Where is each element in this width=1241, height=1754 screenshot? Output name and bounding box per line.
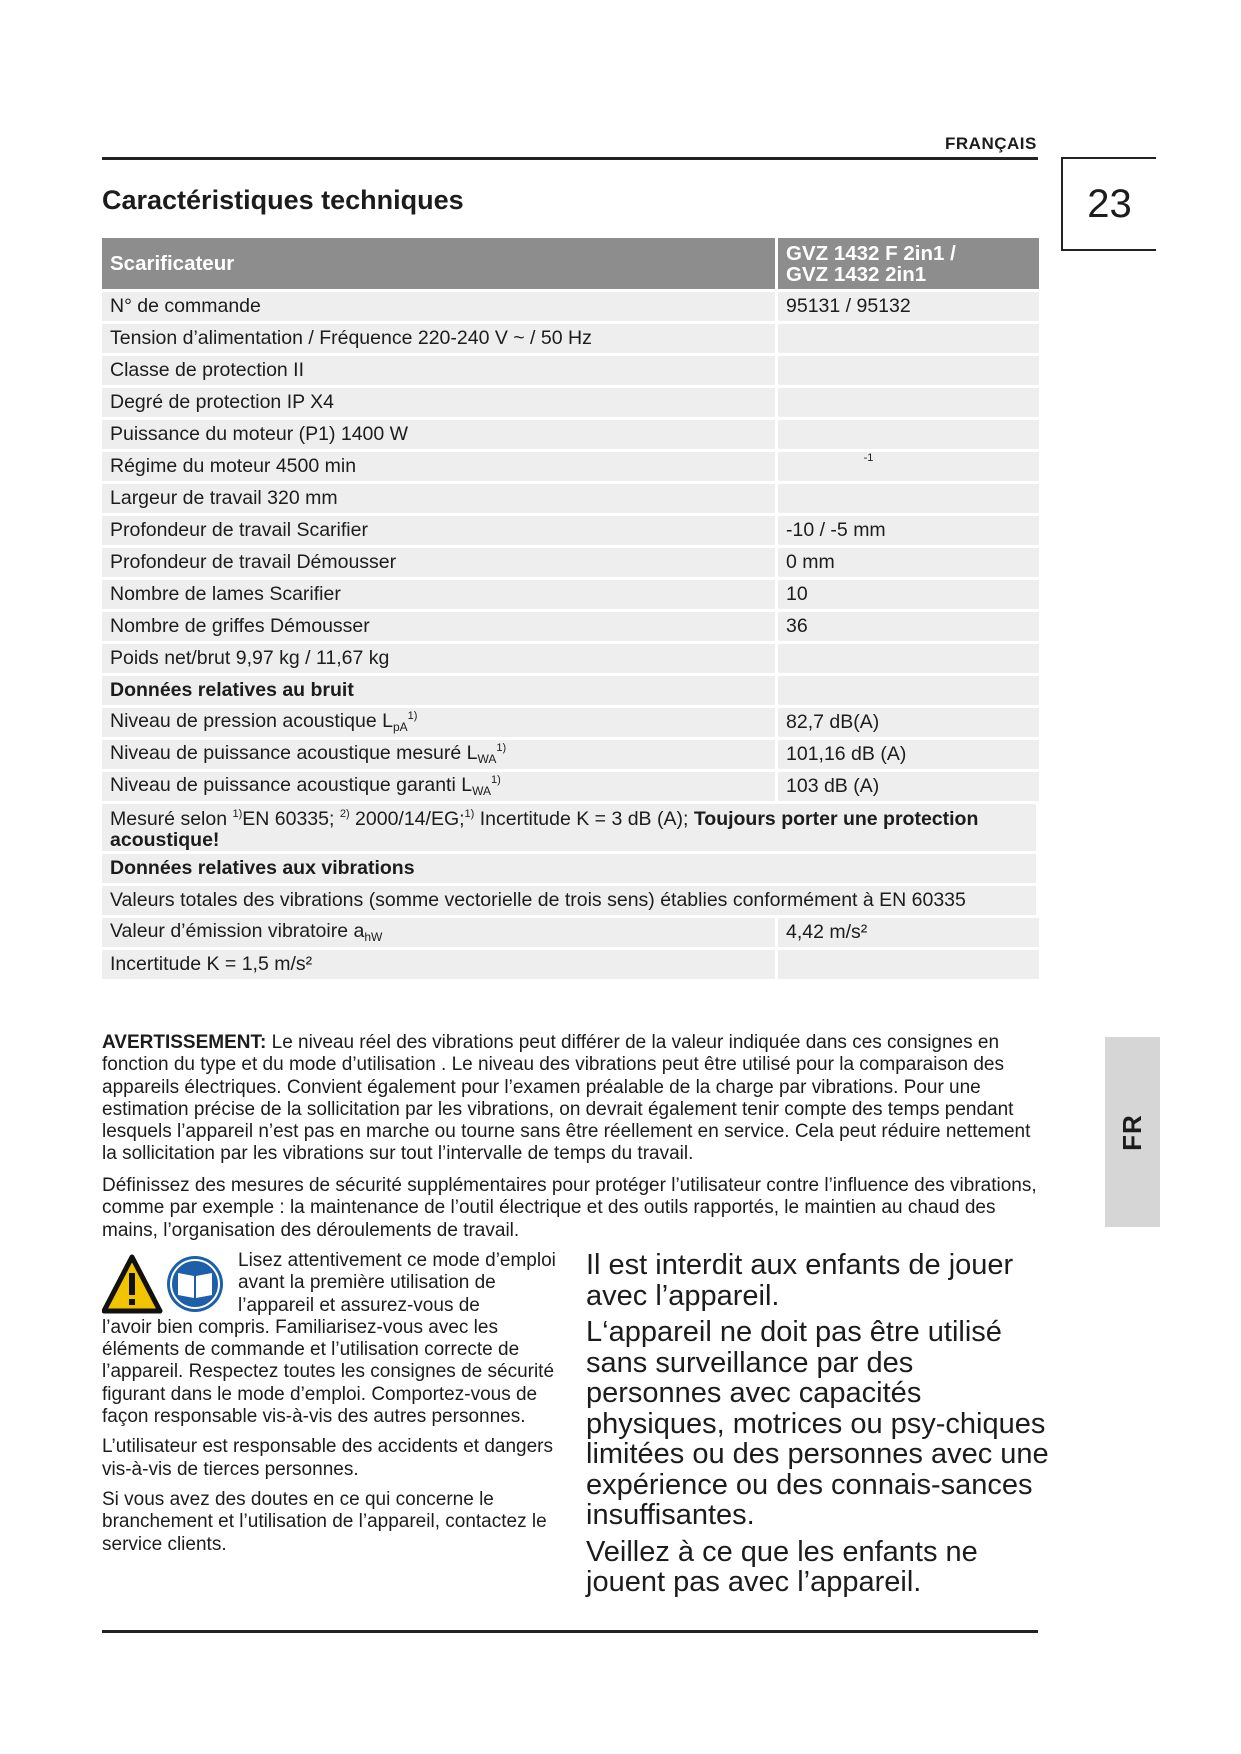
spec-label: Niveau de pression acoustique $L_{pA}^{1)}$ [102, 708, 778, 737]
children-warning-3: Veillez à ce que les enfants ne jouent pas avec l’appareil. [586, 1535, 978, 1598]
header-product-type: Scarificateur [102, 238, 778, 289]
spec-value: -10 / -5 mm [778, 516, 1039, 545]
table-row [102, 548, 1039, 577]
vibration-section-title: Données relatives aux vibrations [102, 854, 1039, 883]
read-manual-intro: Lisez attentivement ce mode d’emploi avant la première utilisation de l’appareil et assurez-vous de [238, 1250, 556, 1316]
read-manual-paragraph-2: L’utilisateur est responsable des accidents et dangers vis-à-vis de tierces personnes. [102, 1436, 553, 1480]
page-number: 23 [1061, 157, 1156, 251]
spec-value: 4,42 m/s² [778, 918, 1039, 947]
table-row [102, 484, 1039, 513]
warning-label: AVERTISSEMENT: [102, 1032, 267, 1053]
table-row [102, 356, 1039, 385]
noise-section-title: Données relatives au bruit [102, 676, 778, 705]
spec-value [778, 324, 1039, 353]
header-model-line-1: GVZ 1432 F 2in1 / [786, 241, 956, 265]
spec-label: Niveau de puissance acoustique mesuré $L_{WA}^{1)}$ [102, 740, 778, 769]
header-models [778, 238, 1039, 289]
vibration-note: Valeurs totales des vibrations (somme vectorielle de trois sens) établies conformément à EN 60335 [102, 886, 1039, 915]
spec-label: N° de commande [102, 292, 778, 321]
spec-value: 95131 / 95132 [778, 292, 1039, 321]
children-warning-1: Il est interdit aux enfants de jouer avec l’appareil. [586, 1249, 1014, 1312]
language-side-tab [1105, 1037, 1160, 1227]
spec-value [778, 484, 1039, 513]
table-row [102, 886, 1039, 915]
spec-value: 0 mm [778, 548, 1039, 577]
noise-section-row [102, 676, 1039, 705]
spec-value [778, 452, 1039, 481]
spec-value: 101,16 dB (A) [778, 740, 1039, 769]
spec-value [778, 644, 1039, 673]
spec-label: Largeur de travail 320 mm [102, 484, 778, 513]
spec-value [778, 388, 1039, 417]
section-title: Caractéristiques techniques [102, 185, 464, 215]
spec-label: Incertitude K = 1,5 m/s² [102, 950, 778, 979]
table-row [102, 644, 1039, 673]
table-row [102, 324, 1039, 353]
spec-value: 82,7 dB(A) [778, 708, 1039, 737]
language-label: FRANÇAIS [945, 134, 1037, 153]
spec-label: Poids net/brut 9,97 kg / 11,67 kg [102, 644, 778, 673]
vibration-section-row [102, 854, 1039, 883]
spec-label: Nombre de griffes Démousser [102, 612, 778, 641]
spec-label: Degré de protection IP X4 [102, 388, 778, 417]
spec-label: Profondeur de travail Scarifier [102, 516, 778, 545]
table-header [102, 238, 1039, 289]
spec-label: Puissance du moteur (P1) 1400 W [102, 420, 778, 449]
spec-label: Régime du moteur 4500 min [102, 452, 778, 481]
read-manual-continued: l’avoir bien compris. Familiarisez-vous avec les éléments de commande et l’utilisation correcte de l’appareil. Respectez toutes les consignes de sécurité figurant dans le mode d’emploi. Comportez-vous de façon responsable vis-à-vis des autres personnes. [102, 1316, 555, 1428]
spec-label: Classe de protection II [102, 356, 778, 385]
read-manual-section [102, 1250, 562, 1564]
table-row [102, 292, 1039, 321]
spec-value [778, 950, 1039, 979]
top-rule [102, 157, 1038, 160]
safety-measures-paragraph: Définissez des mesures de sécurité supplémentaires pour protéger l’utilisateur contre l’influence des vibrations, comme par exemple : la maintenance de l’outil électrique et des outils rapportés, le maintien au chaud des mains, l’organisation des déroulements de travail. [102, 1175, 1037, 1241]
spec-value [778, 356, 1039, 385]
table-row [102, 516, 1039, 545]
spec-value [778, 676, 1039, 705]
rpm-exponent: -1 [863, 451, 874, 464]
read-manual-paragraph-3: Si vous avez des doutes en ce qui concerne le branchement et l’utilisation de l’appareil, contactez le service clients. [102, 1488, 547, 1555]
table-row [102, 420, 1039, 449]
table-row [102, 772, 1039, 801]
table-row [102, 388, 1039, 417]
table-row [102, 740, 1039, 769]
spec-label: Nombre de lames Scarifier [102, 580, 778, 609]
spec-label: Niveau de puissance acoustique garanti $L_{WA}^{1)}$ [102, 772, 778, 801]
spec-table [102, 235, 1039, 982]
read-manual-paragraph-1 [102, 1250, 562, 1428]
spec-value: 36 [778, 612, 1039, 641]
language-side-tab-label: FR [1116, 1113, 1147, 1151]
table-row [102, 918, 1039, 947]
spec-label: Valeur d’émission vibratoire $a_{hW}$ [102, 918, 778, 947]
children-warning [586, 1250, 1056, 1604]
spec-value: 103 dB (A) [778, 772, 1039, 801]
measured-note: Mesuré selon $^{1)}$EN 60335; $^{2)}$ 2000/14/EG;$^{1)}$ Incertitude K = 3 dB (A); Toujours porter une protection acoustique! [102, 804, 1039, 851]
table-row [102, 580, 1039, 609]
header-model-line-2: GVZ 1432 2in1 [786, 262, 927, 286]
table-row [102, 612, 1039, 641]
bottom-rule [102, 1630, 1038, 1633]
measured-note-row [102, 804, 1039, 851]
table-row [102, 950, 1039, 979]
table-row [102, 452, 1039, 481]
table-row [102, 708, 1039, 737]
warning-text: Le niveau réel des vibrations peut différer de la valeur indiquée dans ces consignes en fonction du type et du mode d’utilisation . Le niveau des vibrations peut être utilisé pour la comparaison des appareils électriques. Convient également pour l’examen préalable de la charge par vibrations. Pour une estimation précise de la sollicitation par les vibrations, on devrait également tenir compte des temps pendant lesquels l’appareil n’est pas en marche ou tourne sans être réellement en service. Cela peut réduire nettement la sollicitation par les vibrations sur tout l’intervalle de temps du travail. [102, 1032, 1031, 1165]
spec-label: Profondeur de travail Démousser [102, 548, 778, 577]
spec-value [778, 420, 1039, 449]
spec-label: Tension d’alimentation / Fréquence 220-240 V ~ / 50 Hz [102, 324, 778, 353]
children-warning-2: L‘appareil ne doit pas être utilisé sans surveillance par des personnes avec capacités physiques, motrices ou psy-chiques limitées ou des personnes avec une expérience ou des connais-sances insuffisantes. [586, 1316, 1049, 1531]
spec-value: 10 [778, 580, 1039, 609]
vibration-warning [102, 1032, 1042, 1166]
